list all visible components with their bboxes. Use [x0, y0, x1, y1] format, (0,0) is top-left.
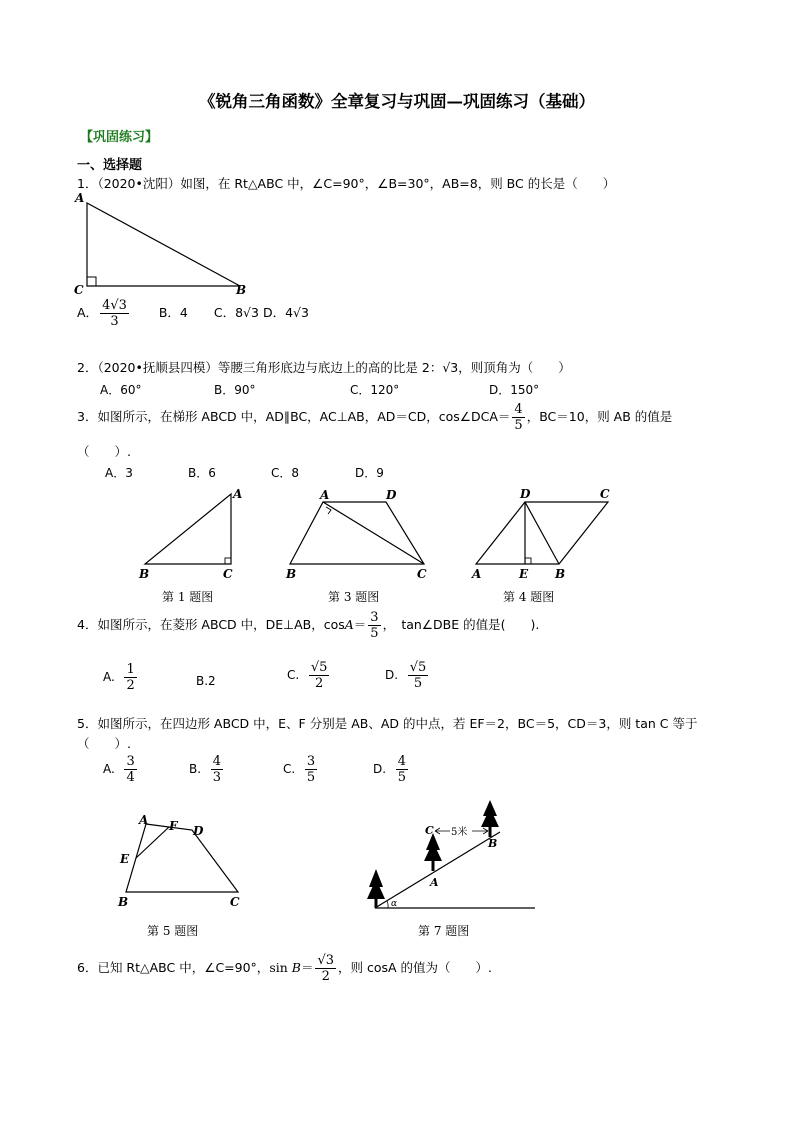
fig1-label-a: A: [233, 487, 243, 501]
q6-text-a: 6．已知 Rt△ABC 中，∠C=90°，: [77, 960, 270, 975]
q2-option-a: A．60°: [100, 383, 142, 397]
q3-text-a: 3．如图所示，在梯形 ABCD 中，AD∥BC，AC⊥AB，AD＝CD，cos∠DCA＝: [77, 409, 511, 424]
q1-option-a-den: 3: [110, 314, 119, 329]
fig4-label-b: B: [555, 567, 566, 581]
section-heading: 一、选择题: [77, 158, 143, 173]
q2-option-c: C．120°: [350, 383, 400, 397]
q1-option-d: D．4√3: [262, 305, 309, 320]
fig7-label-c: C: [425, 824, 434, 837]
q6-var: B: [291, 960, 301, 975]
q5-option-c: C. $\frac{3}{5}$: [283, 754, 316, 785]
q3-fraction: [512, 402, 524, 433]
fig4-rhombus: [466, 486, 621, 584]
fig5-quadrilateral: [112, 810, 252, 910]
q3-text-b: ，BC＝10，则 AB 的值是: [526, 409, 673, 424]
q1-options: [77, 298, 309, 329]
fig7-slope: [360, 795, 540, 915]
q5-option-d: D. $\frac{4}{5}$: [373, 754, 406, 785]
q1-label-b: B: [236, 283, 247, 297]
question-6-text: 6．已知 Rt△ABC 中，∠C=90°，sin B＝ $\frac{√3}{2}$ ，则 cosA 的值为（ ）.: [77, 953, 493, 984]
q6-frac-num: √3: [317, 953, 335, 968]
tree-icon-middle: [424, 833, 442, 871]
fig7-label-b: B: [488, 837, 498, 850]
question-1-text: 1．（2020•沈阳）如图，在 Rt△ABC 中，∠C=90°，∠B=30°，AB=8，则 BC 的长是（ ）: [77, 176, 616, 191]
q1-label-c: C: [74, 283, 84, 297]
fig3-label-b: B: [286, 567, 297, 581]
fig5-caption: 第 5 题图: [147, 924, 199, 938]
fig3-caption: 第 3 题图: [328, 590, 380, 604]
page-title: 《锐角三角函数》全章复习与巩固—巩固练习（基础）: [199, 92, 595, 111]
q3-text-cont: （ ）.: [77, 444, 131, 459]
q4-text-b: ， tan∠DBE 的值是( ).: [382, 617, 540, 632]
q4-text-a: 4．如图所示，在菱形 ABCD 中，DE⊥AB，cos: [77, 617, 345, 632]
q4-var: A: [344, 617, 354, 632]
fig4-caption: 第 4 题图: [503, 590, 555, 604]
fig5-label-c: C: [230, 895, 240, 909]
fig3-label-c: C: [417, 567, 427, 581]
question-4-text: 4．如图所示，在菱形 ABCD 中，DE⊥AB，cosA＝ $\frac{3}{5}$ ， tan∠DBE 的值是( ).: [77, 610, 540, 641]
q3-option-a: A．3: [105, 466, 133, 480]
fig5-label-a: A: [139, 813, 149, 827]
q5-option-a: A. $\frac{3}{4}$: [103, 754, 135, 785]
q4-frac-den: 5: [370, 626, 379, 641]
fig1-triangle: [135, 486, 245, 584]
q6-fraction: [315, 953, 336, 984]
question-2-text: 2．（2020•抚顺县四模）等腰三角形底边与底边上的高的比是 2：√3，则顶角为（ ）: [77, 360, 571, 375]
q1-option-a-fraction: [100, 298, 129, 329]
q4-option-a: A. $\frac{1}{2}$: [103, 662, 135, 693]
q1-option-b: B．4: [158, 305, 188, 320]
q1-option-a-num: 4√3: [102, 298, 127, 313]
fig4-label-e: E: [519, 567, 529, 581]
question-5-text: 5．如图所示，在四边形 ABCD 中，E、F 分别是 AB、AD 的中点，若 EF＝2，BC＝5，CD＝3，则 tan C 等于: [77, 716, 698, 731]
tree-icon-left: [367, 869, 385, 908]
fig3-trapezoid: [280, 486, 435, 584]
q1-label-a: A: [75, 191, 85, 205]
fig4-label-c: C: [600, 487, 610, 501]
q2-option-d: D．150°: [489, 383, 540, 397]
q6-text-b: ，则 cosA 的值为（ ）.: [338, 960, 493, 975]
fig3-label-a: A: [320, 488, 330, 502]
fig1-label-c: C: [223, 567, 233, 581]
q4-option-b: B.2: [196, 674, 216, 688]
q4-option-c: C. $\frac{√5}{2}$: [287, 660, 328, 691]
q6-frac-den: 2: [321, 969, 330, 984]
section-tag: 【巩固练习】: [80, 130, 159, 145]
fig7-label-a: A: [430, 876, 439, 889]
q5-option-b: B. $\frac{4}{3}$: [189, 754, 221, 785]
q3-frac-den: 5: [514, 418, 523, 433]
q4-option-d: D. $\frac{√5}{5}$: [385, 660, 427, 691]
fig4-label-a: A: [472, 567, 482, 581]
fig7-alpha: α: [391, 899, 398, 909]
q4-frac-num: 3: [370, 610, 379, 625]
fig3-label-d: D: [386, 488, 397, 502]
q4-fraction: [368, 610, 380, 641]
q3-option-d: D．9: [355, 466, 384, 480]
fig1-caption: 第 1 题图: [162, 590, 214, 604]
fig7-caption: 第 7 题图: [418, 924, 470, 938]
q1-option-a-prefix: A．: [77, 305, 99, 320]
fig5-label-f: F: [169, 819, 178, 833]
q5-text-cont: （ ）.: [77, 736, 131, 751]
fig4-label-d: D: [520, 487, 531, 501]
fig5-label-d: D: [193, 824, 204, 838]
q3-option-c: C．8: [271, 466, 300, 480]
tree-icon-right: [481, 800, 499, 837]
q2-option-b: B．90°: [214, 383, 256, 397]
fig1-label-b: B: [139, 567, 150, 581]
question-3-text: [77, 402, 672, 433]
q1-figure-triangle: [70, 190, 260, 298]
q6-func: sin: [269, 960, 288, 975]
fig5-label-e: E: [120, 852, 130, 866]
q3-option-b: B．6: [188, 466, 216, 480]
fig7-distance-label: 5米: [451, 827, 468, 838]
q1-option-c: C．8√3: [213, 305, 259, 320]
q3-frac-num: 4: [514, 402, 523, 417]
fig5-label-b: B: [118, 895, 129, 909]
